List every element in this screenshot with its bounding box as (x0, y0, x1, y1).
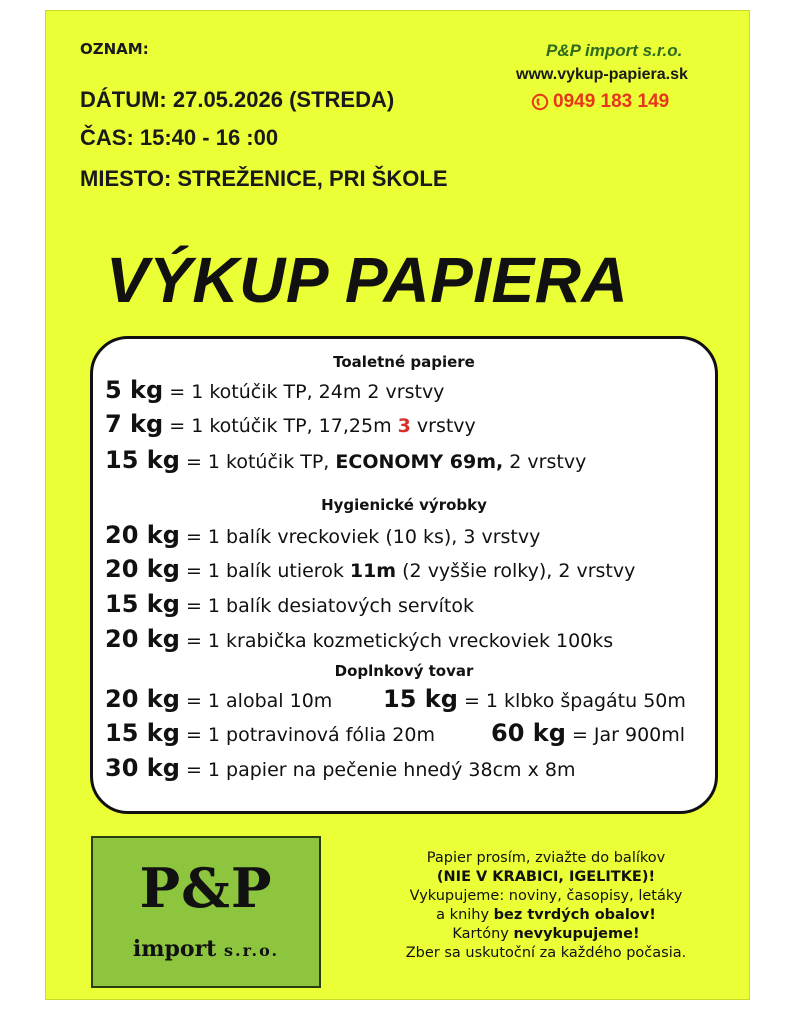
section-toilet-paper: Toaletné papiere (333, 353, 475, 371)
company-name: P&P import s.r.o. (546, 41, 683, 60)
item-text: = 1 kotúčik TP, (179, 451, 336, 473)
flyer (45, 10, 750, 1000)
logo-main-text: P&P (139, 856, 273, 920)
weight: 7 kg (105, 410, 164, 438)
price-row (105, 521, 540, 549)
notice-line (361, 906, 731, 925)
company-logo (91, 836, 321, 988)
item-text-highlight: 3 (397, 415, 411, 437)
item-text: = 1 balík vreckoviek (10 ks), 3 vrstvy (179, 526, 541, 548)
section-hygiene: Hygienické výrobky (321, 496, 487, 514)
price-row (105, 555, 635, 583)
weight: 15 kg (105, 719, 180, 747)
weight: 5 kg (105, 376, 164, 404)
event-date: DÁTUM: 27.05.2026 (STREDA) (80, 87, 395, 112)
company-phone: 0949 183 149 (553, 91, 670, 112)
weight: 20 kg (105, 685, 180, 713)
notice-text: Kartóny (452, 926, 514, 942)
collection-notice (361, 849, 731, 963)
item-text: = 1 papier na pečenie hnedý 38cm x 8m (179, 759, 576, 781)
logo-import: import (132, 936, 217, 962)
item-text: (2 vyššie rolky), 2 vrstvy (396, 560, 636, 582)
section-extra-goods: Doplnkový tovar (334, 662, 474, 680)
price-row (105, 754, 575, 782)
weight: 15 kg (105, 446, 180, 474)
notice-line: Vykupujeme: noviny, časopisy, letáky (409, 888, 683, 904)
weight: 30 kg (105, 754, 180, 782)
weight: 15 kg (105, 590, 180, 618)
logo-sub-text (93, 936, 319, 962)
event-time: ČAS: 15:40 - 16 :00 (80, 125, 279, 150)
weight: 60 kg (491, 719, 566, 747)
price-row (105, 446, 586, 474)
notice-line: Papier prosím, zviažte do balíkov (426, 850, 666, 866)
notice-label: OZNAM: (80, 40, 149, 58)
notice-line: (NIE V KRABICI, IGELITKE)! (436, 869, 656, 885)
price-row (105, 376, 444, 404)
notice-text-bold: nevykupujeme! (513, 926, 640, 942)
item-text: = 1 krabička kozmetických vreckoviek 100ks (179, 630, 614, 652)
event-place: MIESTO: STREŽENICE, PRI ŠKOLE (80, 166, 448, 191)
notice-line (361, 925, 731, 944)
price-row (105, 719, 435, 747)
price-row (491, 719, 685, 747)
item-text: vrstvy (410, 415, 476, 437)
weight: 15 kg (383, 685, 458, 713)
item-text: = 1 balík desiatových servítok (179, 595, 474, 617)
item-text-bold: ECONOMY 69m, (335, 451, 504, 473)
price-row (383, 685, 686, 713)
item-text: = 1 kotúčik TP, 24m 2 vrstvy (163, 381, 445, 403)
item-text: = 1 kotúčik TP, 17,25m (163, 415, 398, 437)
company-website[interactable]: www.vykup-papiera.sk (516, 66, 688, 83)
notice-line: Zber sa uskutoční za každého počasia. (405, 945, 687, 961)
weight: 20 kg (105, 625, 180, 653)
phone-icon (531, 93, 549, 111)
flyer-title: VÝKUP PAPIERA (106, 244, 629, 316)
item-text-bold: 11m (349, 560, 397, 582)
logo-sro: s.r.o. (224, 941, 280, 960)
item-text: = 1 klbko špagátu 50m (457, 690, 686, 712)
item-text: = Jar 900ml (565, 724, 686, 746)
item-text: = 1 balík utierok (179, 560, 350, 582)
weight: 20 kg (105, 521, 180, 549)
price-row (105, 685, 332, 713)
notice-text-bold: bez tvrdých obalov! (493, 907, 656, 923)
item-text: 2 vrstvy (503, 451, 587, 473)
weight: 20 kg (105, 555, 180, 583)
price-row (105, 590, 474, 618)
notice-text: a knihy (436, 907, 494, 923)
price-row (105, 625, 613, 653)
item-text: = 1 potravinová fólia 20m (179, 724, 435, 746)
price-list-box (90, 336, 718, 814)
price-row (105, 410, 476, 438)
company-phone-row[interactable] (531, 91, 669, 113)
item-text: = 1 alobal 10m (179, 690, 333, 712)
